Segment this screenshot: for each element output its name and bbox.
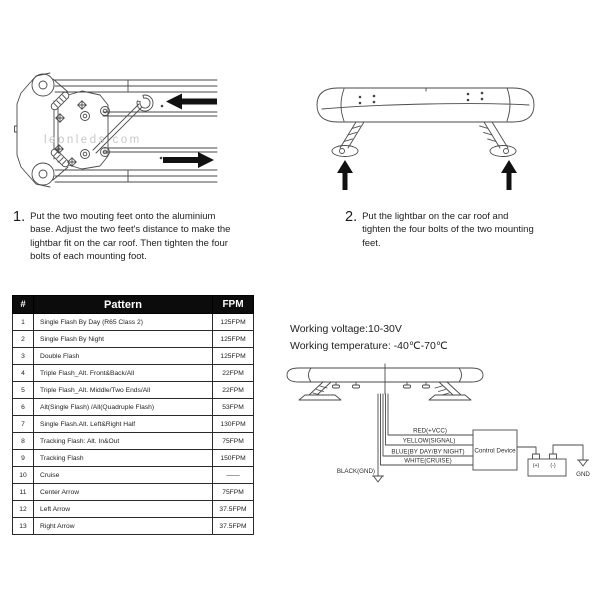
- step-number: 2.: [345, 209, 358, 225]
- instruction-step-2: [345, 210, 545, 250]
- pattern-number: 9: [13, 450, 34, 467]
- pattern-fpm: 22FPM: [213, 382, 254, 399]
- pattern-number: 6: [13, 399, 34, 416]
- table-row: [13, 365, 254, 382]
- arrow-up-icon: [501, 160, 517, 190]
- step-number: 1.: [13, 209, 26, 225]
- wire-label-red: RED(+VCC): [413, 427, 447, 435]
- pattern-fpm: 125FPM: [213, 314, 254, 331]
- wiring-diagram: [285, 350, 600, 510]
- pattern-number: 10: [13, 467, 34, 484]
- bolt-icon: [333, 382, 430, 388]
- pattern-fpm: 125FPM: [213, 348, 254, 365]
- arrow-left-icon: [166, 94, 217, 110]
- pattern-number: 7: [13, 416, 34, 433]
- step-text: Put the two mouting feet onto the aluminium base. Adjust the two feet's distance to make the lightbar fit on the car roof. Then tighten the four bolts of each mounting foot.: [30, 211, 231, 263]
- slot-bottom: [50, 148, 71, 169]
- pattern-name: Single Flash By Night: [34, 331, 213, 348]
- table-row: [13, 382, 254, 399]
- pattern-number: 1: [13, 314, 34, 331]
- pattern-number: 4: [13, 365, 34, 382]
- pattern-table: [12, 295, 254, 535]
- pattern-fpm: 37.5FPM: [213, 518, 254, 535]
- pattern-number: 12: [13, 501, 34, 518]
- table-row: [13, 484, 254, 501]
- mounting-feet: [332, 122, 516, 157]
- wire-label-blue: BLUE(BY DAY/BY NIGHT): [391, 448, 465, 456]
- lightbar-body: [317, 88, 534, 122]
- pattern-name: Single Flash By Day (R65 Class 2): [34, 314, 213, 331]
- pattern-fpm: 37.5FPM: [213, 501, 254, 518]
- pattern-name: Alt(Single Flash) /All(Quadruple Flash): [34, 399, 213, 416]
- pattern-fpm: 75FPM: [213, 484, 254, 501]
- pattern-number: 8: [13, 433, 34, 450]
- table-row: [13, 348, 254, 365]
- battery-negative-label: (-): [550, 463, 556, 469]
- table-row: [13, 467, 254, 484]
- table-row: [13, 501, 254, 518]
- pattern-fpm: 125FPM: [213, 331, 254, 348]
- pattern-table-body: [13, 314, 254, 535]
- pattern-name: Right Arrow: [34, 518, 213, 535]
- control-device-label: Control Device: [474, 447, 516, 455]
- pattern-number: 3: [13, 348, 34, 365]
- arrow-up-icon: [337, 160, 353, 190]
- pattern-name: Triple Flash_Alt. Middle/Two Ends/All: [34, 382, 213, 399]
- gnd-label: GND: [576, 471, 590, 478]
- aluminium-base-rails: [55, 80, 217, 182]
- ground-icon: [373, 476, 384, 482]
- arrow-right-icon: [163, 152, 214, 168]
- pattern-name: Tracking Flash: Alt. In&Out: [34, 433, 213, 450]
- pattern-name: Triple Flash_Alt. Front&Back/All: [34, 365, 213, 382]
- header-fpm: FPM: [213, 296, 254, 314]
- working-voltage: Working voltage:10-30V: [290, 323, 402, 335]
- slot-top: [50, 91, 71, 112]
- pattern-fpm: 130FPM: [213, 416, 254, 433]
- battery-positive-label: (+): [532, 463, 540, 469]
- mounting-foot-diagram: [8, 62, 220, 200]
- table-row: [13, 450, 254, 467]
- table-row: [13, 433, 254, 450]
- wire-label-yellow: YELLOW(SIGNAL): [402, 437, 456, 445]
- header-number: #: [13, 296, 34, 314]
- battery: [528, 454, 566, 476]
- table-row: [13, 331, 254, 348]
- pattern-name: Cruise: [34, 467, 213, 484]
- table-row: [13, 399, 254, 416]
- table-row: [13, 416, 254, 433]
- table-header-row: [13, 296, 254, 314]
- ground-icon: [578, 460, 589, 466]
- table-row: [13, 314, 254, 331]
- cable-bundle: [381, 382, 389, 408]
- pattern-fpm: 53FPM: [213, 399, 254, 416]
- step-text: Put the lightbar on the car roof and tighten the four bolts of the two mounting feet.: [362, 211, 534, 249]
- table-row: [13, 518, 254, 535]
- bolt-icon: [81, 107, 110, 159]
- pattern-name: Tracking Flash: [34, 450, 213, 467]
- watermark-text: leonleds.com: [44, 134, 142, 146]
- lightbar-perspective-diagram: [298, 60, 578, 195]
- pattern-name: Double Flash: [34, 348, 213, 365]
- instruction-step-1: [13, 210, 239, 264]
- pattern-name: Left Arrow: [34, 501, 213, 518]
- control-device-box: [473, 430, 517, 470]
- pattern-number: 5: [13, 382, 34, 399]
- pattern-fpm: 75FPM: [213, 433, 254, 450]
- pattern-fpm: ——: [213, 467, 254, 484]
- header-pattern: Pattern: [34, 296, 213, 314]
- pattern-number: 13: [13, 518, 34, 535]
- pattern-number: 2: [13, 331, 34, 348]
- wire-label-black: BLACK(GND): [336, 468, 375, 475]
- wire-label-white: WHITE(CRUISE): [404, 457, 452, 465]
- pattern-fpm: 150FPM: [213, 450, 254, 467]
- pattern-number: 11: [13, 484, 34, 501]
- pattern-name: Center Arrow: [34, 484, 213, 501]
- pattern-name: Single Flash.Alt. Left&Right Half: [34, 416, 213, 433]
- working-temperature: Working temperature: -40℃-70℃: [290, 340, 448, 352]
- pattern-fpm: 22FPM: [213, 365, 254, 382]
